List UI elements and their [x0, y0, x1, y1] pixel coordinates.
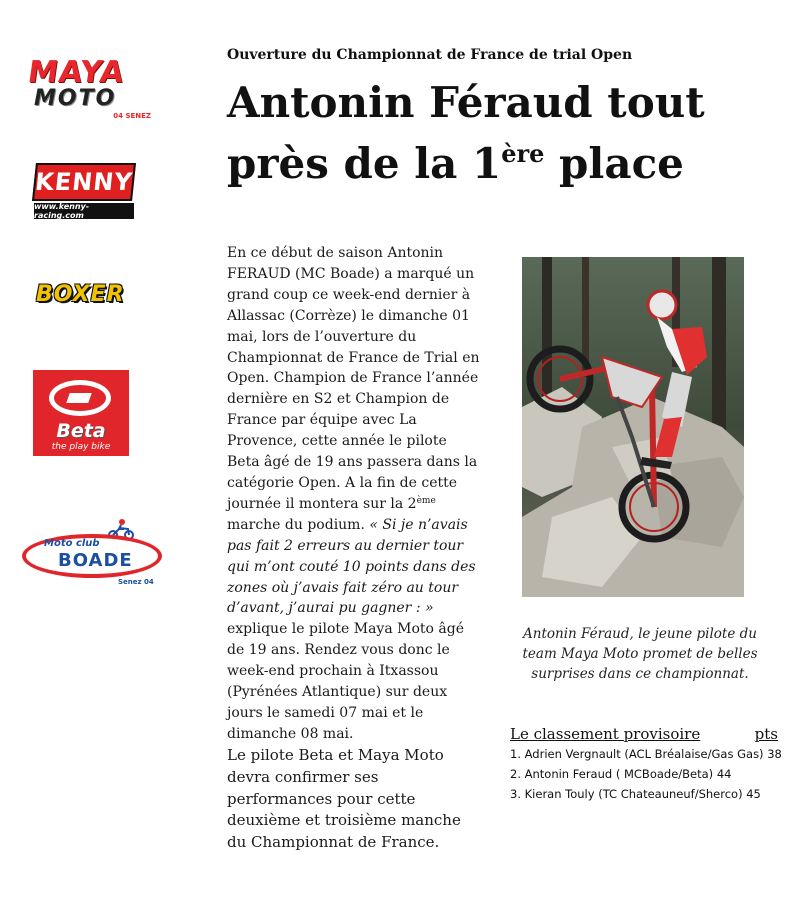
body-part2: marche du podium. — [227, 516, 370, 533]
ranking-title: Le classement provisoire — [510, 725, 701, 743]
ranking-list — [510, 744, 800, 804]
article-body — [227, 243, 482, 854]
body-part4: Le pilote Beta et Maya Moto devra confirmer ses performances pour cette deuxième et troisième manche du Championnat de France. — [227, 745, 461, 852]
ranking-row: 1. Adrien Vergnault (ACL Bréalaise/Gas Gas) 38 — [510, 747, 782, 761]
kenny-logo-name: KENNY — [32, 163, 136, 201]
maya-logo-line2: MOTO — [34, 86, 117, 111]
ranking-pts-label: pts — [754, 725, 778, 743]
article-headline — [227, 72, 787, 194]
kenny-logo — [34, 163, 134, 223]
beta-logo-tagline: the play bike — [51, 442, 111, 452]
boade-logo-line3: Senez 04 — [118, 578, 154, 586]
boade-logo-line1: Moto club — [44, 538, 100, 549]
beta-logo — [33, 370, 129, 456]
trial-rider-photo — [522, 257, 744, 597]
beta-emblem-icon — [49, 380, 111, 416]
body-superscript: ème — [416, 495, 436, 506]
body-quote: « Si je n’avais pas fait 2 erreurs au dernier tour qui m’ont couté 10 points dans des zones où j’avais fait zéro au tour d’avant, j’aurai pu gagner : » — [227, 516, 476, 617]
maya-logo-line1: MAYA — [25, 55, 127, 90]
photo-caption: Antonin Féraud, le jeune pilote du team Maya Moto promet de belles surprises dans ce championnat. — [522, 626, 758, 682]
boxer-logo-name: BOXER — [36, 282, 125, 307]
maya-moto-logo — [25, 55, 153, 120]
maya-logo-line3: 04 SENEZ — [113, 112, 151, 120]
headline-part2: place — [544, 139, 684, 188]
body-part3: explique le pilote Maya Moto âgé de 19 ans. Rendez vous donc le week-end prochain à Itxassou (Pyrénées Atlantique) sur deux jours le samedi 07 mai et le dimanche 08 mai. — [227, 621, 464, 742]
ranking-header — [510, 725, 778, 743]
moto-club-boade-logo — [22, 518, 162, 588]
kenny-logo-url: www.kenny-racing.com — [34, 203, 134, 219]
headline-part1: Antonin Féraud tout près de la 1 — [227, 78, 705, 188]
body-part1: En ce début de saison Antonin FERAUD (MC Boade) a marqué un grand coup ce week-end dernier à Allassac (Corrèze) le dimanche 01 mai, lors de l’ouverture du Championnat de France de Trial en Open. Champion de France l’année dernière en S2 et Champion de France par équipe avec La Provence, cette année le pilote Beta âgé de 19 ans passera dans la catégorie Open. A la fin de cette journée il montera sur la 2 — [227, 245, 480, 512]
ranking-row: 2. Antonin Feraud ( MCBoade/Beta) 44 — [510, 767, 732, 781]
boade-logo-line2: BOADE — [58, 550, 133, 571]
beta-logo-name: Beta — [56, 420, 106, 442]
headline-superscript: ère — [501, 139, 545, 168]
boxer-logo — [36, 282, 131, 312]
ranking-row: 3. Kieran Touly (TC Chateauneuf/Sherco) 45 — [510, 787, 761, 801]
article-kicker: Ouverture du Championnat de France de trial Open — [227, 47, 633, 63]
trial-rider-photo-image — [522, 257, 744, 597]
